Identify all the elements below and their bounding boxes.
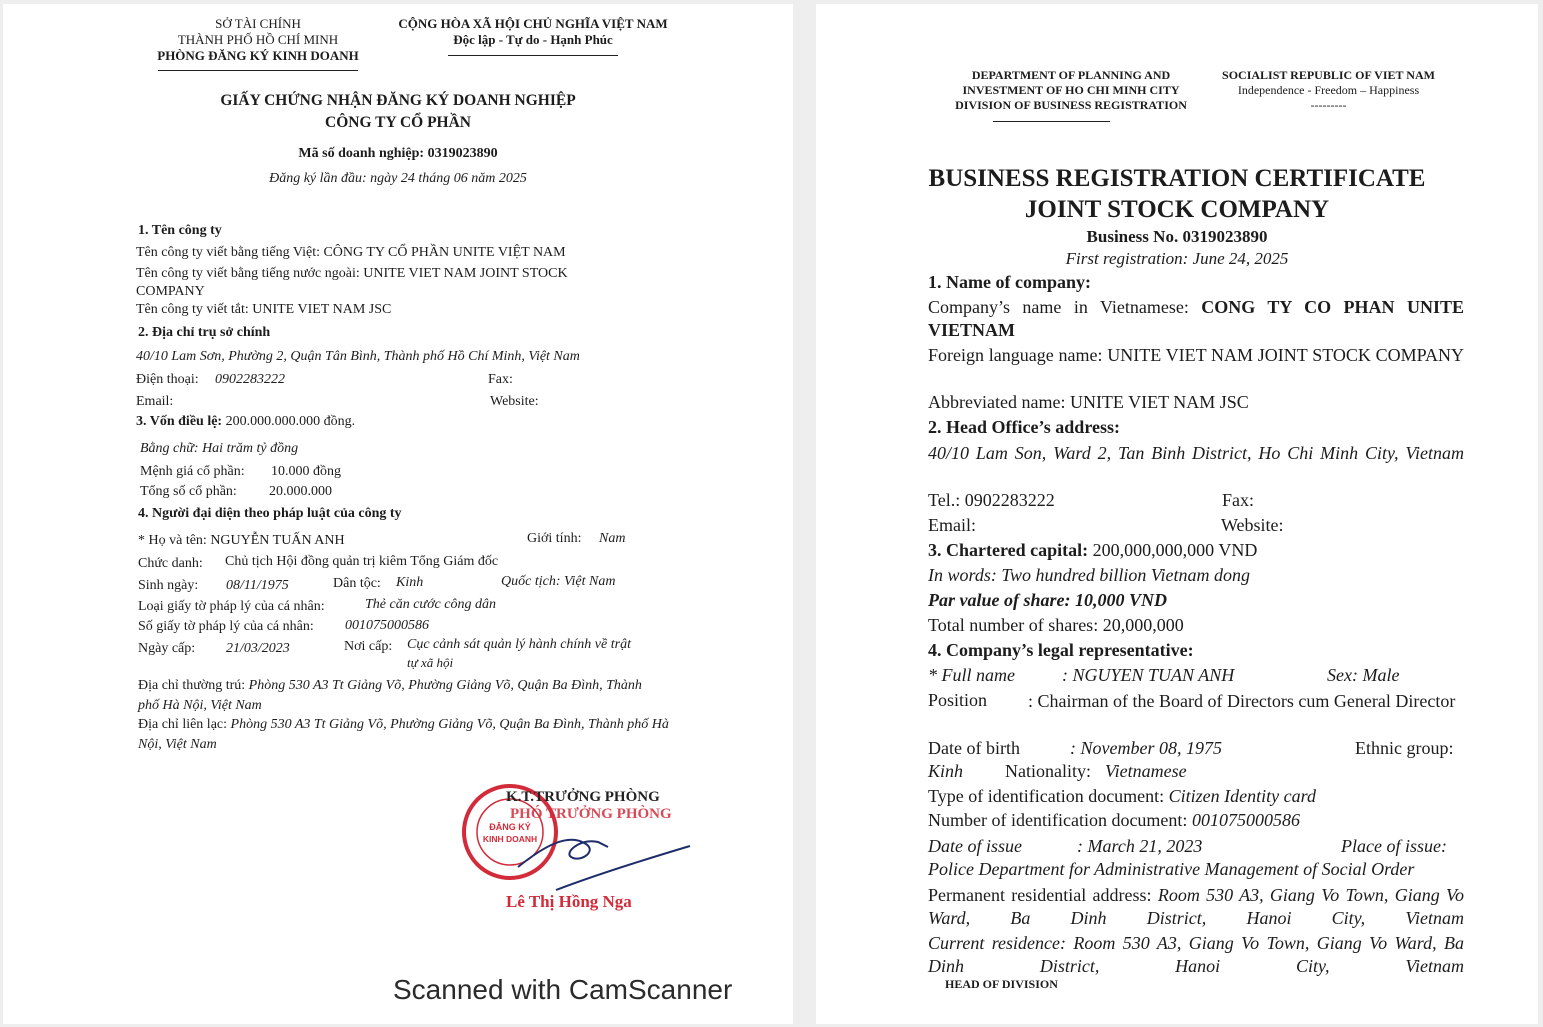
par-value-label: Mệnh giá cổ phần: (140, 464, 245, 479)
total-shares: 20.000.000 (269, 484, 332, 499)
current-residence (928, 932, 1464, 978)
nationality: Quốc tịch: Việt Nam (501, 574, 616, 589)
id-type (928, 786, 1316, 807)
place-of-issue-label: Nơi cấp: (344, 639, 393, 654)
total-shares-label: Tổng số cổ phần: (140, 484, 237, 499)
permanent-address-value: Phòng 530 A3 Tt Giảng Võ, Phường Giảng Võ, Quận Ba Đình, Thành phố Hà Nội, Việt Nam (138, 678, 642, 713)
capital-in-words: Bằng chữ: Hai trăm tỷ đồng (140, 441, 299, 456)
id-number-label: Số giấy tờ pháp lý của cá nhân: (138, 619, 314, 634)
company-name-abbreviated: Abbreviated name: UNITE VIET NAM JSC (928, 392, 1249, 412)
header-line: INVESTMENT OF HO CHI MINH CITY (962, 83, 1180, 97)
issuing-office-header (133, 16, 383, 64)
company-name-vietnamese-value: CONG TY CO PHAN UNITE VIETNAM (928, 297, 1464, 340)
camscanner-watermark: Scanned with CamScanner (393, 974, 733, 1005)
place-of-issue-label: Place of issue: (1341, 836, 1447, 856)
ethnic-value: Kinh (928, 761, 964, 781)
nationality-label: Nationality: (1005, 761, 1091, 781)
par-value: 10.000 đồng (271, 464, 341, 479)
contact-address-label: Địa chỉ liên lạc: (138, 717, 228, 732)
header-line: Independence - Freedom – Happiness (1237, 83, 1420, 97)
national-header (1201, 68, 1456, 113)
current-residence-label: Current residence: (928, 933, 1067, 953)
company-name-vietnamese-label: Company’s name in Vietnamese: (928, 297, 1189, 317)
signatory-title-line2: PHÓ TRƯỞNG PHÒNG (510, 806, 672, 822)
header-rule (158, 70, 358, 71)
place-of-issue-value: Police Department for Administrative Management of Social Order (928, 859, 1415, 879)
id-type-label: Type of identification document: (928, 786, 1165, 806)
issue-date-label: Date of issue (928, 836, 1022, 856)
head-of-division-label: HEAD OF DIVISION (945, 977, 1058, 991)
nationality-value: Vietnamese (1105, 761, 1187, 781)
official-seal-and-signature (458, 772, 708, 897)
section-head-office: 2. Địa chỉ trụ sở chính (138, 325, 271, 340)
id-type-value: Thẻ căn cước công dân (365, 597, 496, 612)
section-head-office: 2. Head Office’s address: (928, 417, 1120, 437)
place-of-issue-line2: tự xã hội (407, 655, 454, 670)
national-header (388, 16, 678, 48)
company-name-vietnamese (928, 296, 1464, 342)
ethnic-label: Dân tộc: (333, 576, 381, 591)
permanent-address (928, 884, 1464, 930)
phone-value: 0902283222 (215, 372, 285, 387)
position-value: Chủ tịch Hội đồng quản trị kiêm Tổng Giám đốc (225, 554, 499, 569)
head-office-address: 40/10 Lam Son, Ward 2, Tan Binh District, Ho Chi Minh City, Vietnam (928, 443, 1464, 463)
vietnamese-certificate-page (3, 4, 793, 1024)
position-value: : Chairman of the Board of Directors cum General Director (1028, 691, 1456, 711)
company-name-vietnamese: Tên công ty viết bằng tiếng Việt: CÔNG TY CỔ PHẦN UNITE VIỆT NAM (136, 245, 566, 260)
company-type-title: CÔNG TY CỔ PHẦN (325, 114, 471, 131)
id-number (928, 810, 1300, 831)
website-label: Website: (1221, 515, 1284, 535)
header-line: SOCIALIST REPUBLIC OF VIET NAM (1222, 68, 1435, 82)
dob-label: Sinh ngày: (138, 578, 199, 593)
header-line: THÀNH PHỐ HỒ CHÍ MINH (177, 32, 339, 47)
section-company-name: 1. Tên công ty (138, 223, 222, 238)
business-number: Mã số doanh nghiệp: 0319023890 (298, 146, 498, 161)
section-company-name: 1. Name of company: (928, 272, 1091, 292)
phone-label: Điện thoại: (136, 372, 199, 387)
first-registration: Đăng ký lần đầu: ngày 24 tháng 06 năm 2025 (269, 171, 527, 186)
sex-value: Nam (599, 531, 626, 546)
sex: Sex: Male (1327, 665, 1400, 685)
signer-name: Lê Thị Hồng Nga (506, 892, 632, 911)
id-number-value: 001075000586 (1191, 810, 1300, 830)
total-shares: Total number of shares: 20,000,000 (928, 615, 1184, 635)
id-number-value: 001075000586 (345, 618, 429, 633)
certificate-title: BUSINESS REGISTRATION CERTIFICATE (928, 165, 1426, 192)
full-name-value: : NGUYEN TUAN ANH (1062, 665, 1235, 685)
header-line: PHÒNG ĐĂNG KÝ KINH DOANH (157, 48, 359, 63)
charter-capital-value: 200.000.000.000 đồng. (225, 414, 356, 429)
header-line: CỘNG HÒA XÃ HỘI CHỦ NGHĨA VIỆT NAM (398, 16, 668, 31)
ethnic-value: Kinh (396, 575, 424, 590)
full-name-label: * Full name (928, 665, 1015, 685)
dob-value: 08/11/1975 (226, 578, 289, 593)
ethnic-label: Ethnic group: (1355, 738, 1454, 758)
chartered-capital (928, 540, 1257, 561)
current-residence-value: Room 530 A3, Giang Vo Town, Giang Vo Ward, Ba Dinh District, Hanoi City, Vietnam (928, 933, 1465, 976)
header-line: DEPARTMENT OF PLANNING AND (971, 68, 1171, 82)
signatory-title-line1: K.T.TRƯỞNG PHÒNG (506, 789, 660, 805)
fax-label: Fax: (488, 372, 513, 387)
header-rule (993, 121, 1110, 122)
seal-text-line: ĐĂNG KÝ (489, 822, 531, 832)
first-registration: First registration: June 24, 2025 (1065, 249, 1289, 268)
issuing-office-header (931, 68, 1211, 113)
certificate-title: GIẤY CHỨNG NHẬN ĐĂNG KÝ DOANH NGHIỆP (220, 92, 576, 109)
email-label: Email: (136, 394, 174, 409)
permanent-address-value: Room 530 A3, Giang Vo Town, Giang Vo Ward, Ba Dinh District, Hanoi City, Vietnam (928, 885, 1465, 928)
company-name-abbreviated: Tên công ty viết tắt: UNITE VIET NAM JSC (136, 302, 392, 317)
dob-label: Date of birth (928, 738, 1020, 758)
header-line: SỞ TÀI CHÍNH (215, 16, 301, 31)
company-type-title: JOINT STOCK COMPANY (1024, 196, 1330, 223)
email-label: Email: (928, 515, 976, 535)
tel: Tel.: 0902283222 (928, 490, 1055, 510)
business-number: Business No. 0319023890 (1086, 227, 1268, 246)
company-name-foreign: Foreign language name: UNITE VIET NAM JOINT STOCK COMPANY (928, 345, 1464, 365)
contact-address-value: Phòng 530 A3 Tt Giảng Võ, Phường Giảng Võ, Quận Ba Đình, Thành phố Hà Nội, Việt Nam (138, 717, 669, 752)
company-name-foreign: Tên công ty viết bằng tiếng nước ngoài: UNITE VIET NAM JOINT STOCK COMPANY (136, 266, 568, 299)
chartered-capital-value: 200,000,000,000 VND (1092, 540, 1258, 560)
capital-in-words: In words: Two hundred billion Vietnam dong (928, 565, 1250, 585)
chartered-capital-label: 3. Chartered capital: (928, 540, 1089, 560)
website-label: Website: (490, 394, 539, 409)
permanent-address-label: Địa chỉ thường trú: (138, 678, 246, 693)
id-type-value: Citizen Identity card (1168, 786, 1316, 806)
section-legal-representative: 4. Company’s legal representative: (928, 640, 1194, 660)
par-value: Par value of share: 10,000 VND (928, 590, 1167, 610)
seal-text-line: KINH DOANH (482, 834, 538, 844)
sex-label: Giới tính: (527, 531, 582, 546)
header-line: Độc lập - Tự do - Hạnh Phúc (453, 32, 613, 47)
place-of-issue-line1: Cục cảnh sát quản lý hành chính về trật (407, 637, 631, 652)
representative-name: * Họ và tên: NGUYỄN TUẤN ANH (138, 533, 345, 548)
permanent-address (138, 676, 658, 716)
issue-date-label: Ngày cấp: (138, 641, 196, 656)
permanent-address-label: Permanent residential address: (928, 885, 1152, 905)
contact-address (138, 715, 678, 755)
header-line: --------- (1310, 98, 1347, 112)
id-type-label: Loại giấy tờ pháp lý của cá nhân: (138, 599, 325, 614)
section-legal-representative: 4. Người đại diện theo pháp luật của công ty (138, 506, 402, 521)
issue-date-value: : March 21, 2023 (1077, 836, 1203, 856)
header-rule (448, 55, 618, 56)
position-label: Chức danh: (138, 556, 203, 571)
charter-capital (136, 414, 355, 430)
dob-value: : November 08, 1975 (1070, 738, 1222, 758)
english-translation-page (816, 4, 1538, 1024)
fax-label: Fax: (1222, 490, 1255, 510)
charter-capital-label: 3. Vốn điều lệ: (136, 414, 223, 429)
head-office-address: 40/10 Lam Sơn, Phường 2, Quận Tân Bình, Thành phố Hồ Chí Minh, Việt Nam (136, 349, 580, 364)
issue-date-value: 21/03/2023 (226, 641, 290, 656)
header-line: DIVISION OF BUSINESS REGISTRATION (955, 98, 1187, 112)
position-label: Position (928, 690, 988, 710)
id-number-label: Number of identification document: (928, 810, 1188, 830)
